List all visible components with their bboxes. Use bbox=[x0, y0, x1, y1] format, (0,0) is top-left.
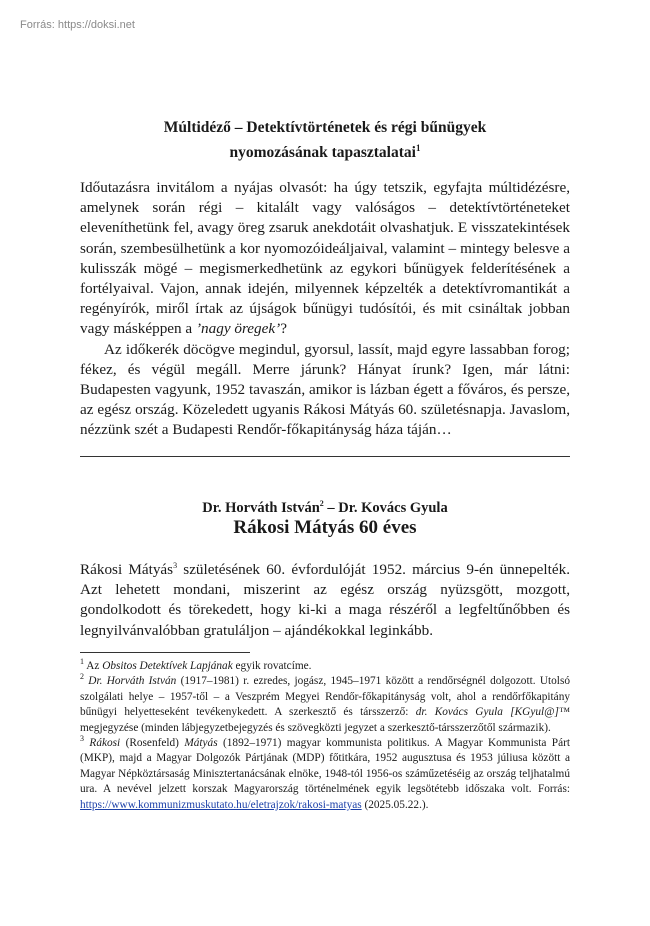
author-1: Dr. Horváth István bbox=[202, 499, 320, 516]
intro-paragraph-1-end: ? bbox=[280, 320, 287, 338]
footnote-separator bbox=[80, 652, 250, 653]
footnote-3-name-2: Mátyás bbox=[184, 737, 218, 750]
title-footnote-marker: 1 bbox=[415, 143, 421, 153]
author-2: Dr. Kovács Gyula bbox=[338, 499, 448, 516]
footnote-1 bbox=[80, 659, 570, 674]
body-rest: születésének 60. évfordulóját 1952. március 9-én ünnepelték. Azt lehetett mondani, miszerint az egész ország nyüzsgött, mozgott, gondolkodott és törekedett, hogy ki-ki a maga részéről a legfeltűnőbben és legnyilvánvalóbban gratuláljon – ajándékokkal leginkább. bbox=[80, 561, 570, 639]
footnotes bbox=[80, 659, 570, 813]
article-body bbox=[80, 556, 570, 641]
footnote-2-editor: dr. Kovács Gyula [KGyul@]™ bbox=[415, 706, 570, 719]
article-authors bbox=[80, 499, 570, 517]
source-link[interactable]: https://www.kommunizmuskutato.hu/eletrajzok/rakosi-matyas bbox=[80, 798, 362, 811]
footnote-2-text-1: (1917–1981) r. ezredes, jogász, 1945–1971 között a rendőrségnél dolgozott. Utolsó szolgálati helye – 1957-től – a Veszprém Megyei Rendőr-főkapitányság volt, ahol a rendőrfőkapitány bűnügyi helyetteseként tevékenykedett. A szerkesztő és társszerző: bbox=[80, 675, 570, 719]
body-start: Rákosi Mátyás bbox=[80, 561, 174, 579]
author-separator: – bbox=[323, 499, 339, 516]
footnote-1-pre: Az bbox=[84, 660, 103, 672]
title-line-1: Múltidéző – Detektívtörténetek és régi bűnügyek bbox=[163, 119, 487, 136]
footnote-3 bbox=[80, 736, 570, 813]
section-divider bbox=[80, 456, 570, 457]
article-paragraph-1 bbox=[80, 556, 570, 641]
intro-paragraph-2: Az időkerék döcögve megindul, gyorsul, lassít, majd egyre lassabban forog; fékez, és végül megáll. Merre járunk? Hányat írunk? Igen, már látni: Budapesten vagyunk, 1952 tavaszán, amikor is lázban égett a főváros, és persze, az egész ország. Közeledett ugyanis Rákosi Mátyás 60. születésnapja. Javaslom, nézzünk szét a Budapesti Rendőr-főkapitányság háza táján… bbox=[80, 340, 570, 439]
intro-paragraph-1 bbox=[80, 178, 570, 340]
footnote-3-text-2: (1892–1971) magyar kommunista politikus. A Magyar Kommunista Párt (MKP), majd a Magyar Dolgozók Pártjának (MDP) főtitkára, 1952 augusztusa és 1953 júliusa között a Magyar Népköztársaság Minisztertanácsának elnöke, 1948-tól 1956-os száműzetéséig az ország teljhatalmú ura. A nevével jelzett korszak Magyarország történelmének egyik legsötétebb időszaka volt. Forrás: bbox=[80, 737, 570, 796]
author-1-footnote-marker: 2 bbox=[319, 499, 324, 508]
title-line-2: nyomozásának tapasztalatai bbox=[229, 144, 416, 162]
footnote-3-text-3: (2025.05.22.). bbox=[361, 798, 429, 811]
footnote-2-number: 2 bbox=[80, 672, 84, 682]
footnote-2-name: Dr. Horváth István bbox=[88, 675, 177, 688]
footnote-3-text-1: (Rosenfeld) bbox=[120, 737, 185, 750]
footnote-1-number: 1 bbox=[80, 657, 84, 667]
intro-paragraph-1-text: Időutazásra invitálom a nyájas olvasót: ha úgy tetszik, egyfajta múltidézésre, amelynek során régi – kitalált vagy valóságos – detektívtörténeteket eleveníthetünk fel, avagy öreg zsaruk anekdotáit olvashatjuk. E visszatekintések során, szembesülhetünk a kor nyomozóideáljaival, valamint – mintegy belesve a kulisszák mögé – megismerkedhetünk az egykori bűnügyek felderítésének a fortélyaival. Vajon, annak idején, milyennek képzelték a detektívromantikát a regényírók, miről írtak az újságok bűnügyi tudósítói, és mit csináltak jobban vagy másképpen a bbox=[80, 179, 570, 338]
footnote-3-name-1: Rákosi bbox=[89, 737, 121, 750]
footnote-1-italic: Obsitos Detektívek Lapjának bbox=[102, 660, 233, 672]
footnote-1-post: egyik rovatcíme. bbox=[232, 660, 312, 672]
intro-text bbox=[80, 178, 570, 441]
article-title: Rákosi Mátyás 60 éves bbox=[233, 517, 417, 538]
body-footnote-marker: 3 bbox=[173, 561, 178, 570]
footnote-3-number: 3 bbox=[80, 734, 84, 744]
footnote-2-text-2: megjegyzése (minden lábjegyzetbejegyzés és szövegközti jegyzet a szerkesztő-társszerzőtől származik). bbox=[80, 721, 551, 734]
footnote-2 bbox=[80, 674, 570, 736]
nagy-oregek-quote: ’nagy öregek’ bbox=[195, 320, 281, 338]
column-title bbox=[80, 117, 570, 163]
source-label: Forrás: https://doksi.net bbox=[20, 19, 135, 31]
